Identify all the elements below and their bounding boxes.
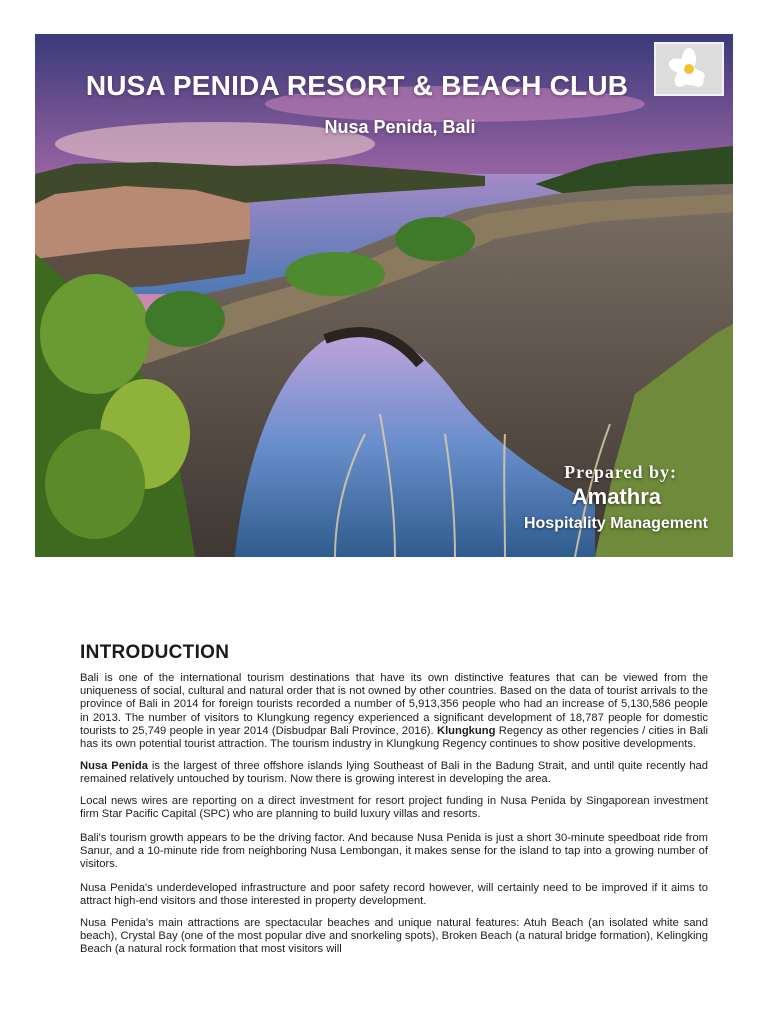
prepared-by-label: Prepared by: [564,462,677,482]
paragraph-1-text: Bali is one of the international tourism destinations that have its own distinctive features that can be viewed from the uniqueness of social, cultural and natural order that is not owned by other countries. Based on the data of tourist arrivals to the province of Bali in 2014 for foreign tourists recorded a number of 5,913,356 people who had an increase of 5,130,586 people in 2013. The number of visitors to Klungkung regency experienced a significant development of 18,787 people for domestic tourists to 25,749 people in year 2014 (Disbudpar Bali Province, 2016). [80,672,708,737]
paragraph-2 [80,760,708,786]
paragraph-6: Nusa Penida's main attractions are spectacular beaches and unique natural features: Atuh Beach (an isolated white sand beach), Crystal Bay (one of the most popular dive and snorkeling spots), Broken Beach (a natural bridge formation), Kelingking Beach (a natural rock formation that most visitors will [80,917,708,956]
company-name: Amathra [571,484,661,509]
paragraph-1-emphasis: Klungkung [436,724,496,737]
cover-title: NUSA PENIDA RESORT & BEACH CLUB [85,70,629,101]
cover-subtitle: Nusa Penida, Bali [324,117,476,137]
paragraph-1 [80,672,708,751]
introduction-body [80,672,708,957]
company-division: Hospitality Management [523,515,708,532]
paragraph-1-rest: Regency as other regencies / cities in Bali has its own potential tourist attraction. The tourism industry in Klungkung Regency continues to show positive developments. [80,724,709,751]
section-heading: INTRODUCTION [80,642,230,663]
paragraph-3: Local news wires are reporting on a direct investment for resort project funding in Nusa Penida by Singaporean investment firm Star Pacific Capital (SPC) who are planning to build luxury villas and resorts. [80,794,708,820]
paragraph-2-emphasis: Nusa Penida [80,760,148,773]
paragraph-5: Nusa Penida's underdeveloped infrastructure and poor safety record however, will certainly need to be improved if it aims to attract high-end visitors and those interested in property development. [80,881,708,907]
cover-image [35,34,733,557]
paragraph-4: Bali's tourism growth appears to be the driving factor. And because Nusa Penida is just a short 30-minute speedboat ride from Sanur, and a 10-minute ride from neighboring Nusa Lembongan, it makes sense for the island to tap into a growing number of visitors. [80,832,708,871]
paragraph-2-rest: is the largest of three offshore islands lying Southeast of Bali in the Badung Strait, and until quite recently had remained relatively untouched by tourism. Now there is growing interest in developing the area. [80,760,708,786]
